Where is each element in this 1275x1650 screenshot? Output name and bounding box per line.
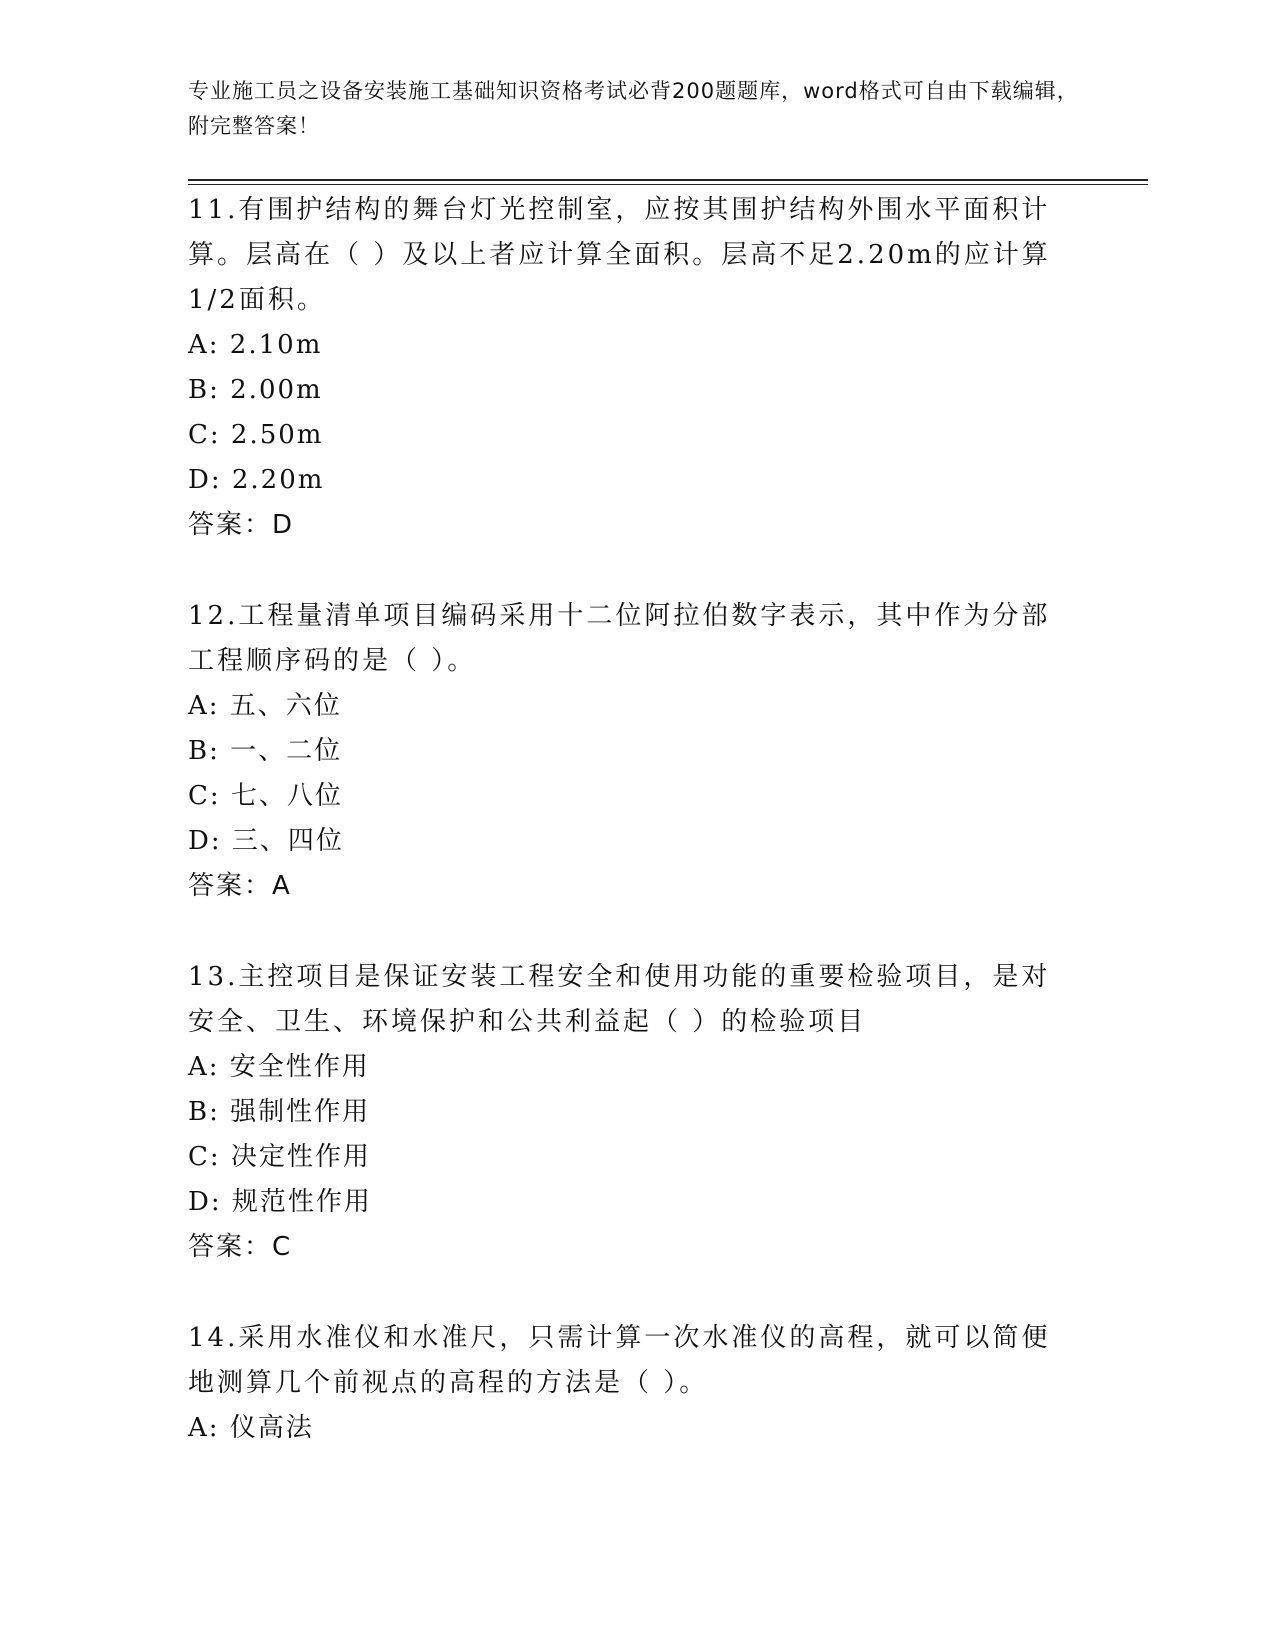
option-a: A: 安全性作用 [188,1052,370,1082]
question-12 [188,594,1148,909]
question-13 [188,955,1148,1270]
question-text: 14.采用水准仪和水准尺，只需计算一次水准仪的高程，就可以简便地测算几个前视点的高程的方法是（ ）。 [188,1323,1051,1398]
option-d: D: 2.20m [188,465,325,495]
header-rule-thin [188,184,1148,185]
question-list [188,188,1148,1451]
answer-line: 答案：D [188,510,295,540]
answer-line: 答案：A [188,871,292,901]
option-c: C: 决定性作用 [188,1142,371,1172]
question-text: 12.工程量清单项目编码采用十二位阿拉伯数字表示，其中作为分部工程顺序码的是（ ）。 [188,601,1051,676]
option-b: B: 一、二位 [188,736,343,766]
option-c: C: 七、八位 [188,781,343,811]
question-11 [188,188,1148,548]
option-d: D: 三、四位 [188,826,344,856]
option-b: B: 2.00m [188,375,323,405]
option-a: A: 仪高法 [188,1413,314,1443]
answer-line: 答案：C [188,1232,293,1262]
option-d: D: 规范性作用 [188,1187,372,1217]
question-text: 11.有围护结构的舞台灯光控制室，应按其围护结构外围水平面积计算。层高在（ ）及以上者应计算全面积。层高不足2.20m的应计算1/2面积。 [188,195,1051,315]
option-c: C: 2.50m [188,420,324,450]
header-rule-thick [188,179,1148,181]
question-text: 13.主控项目是保证安装工程安全和使用功能的重要检验项目，是对安全、卫生、环境保护和公共利益起（ ）的检验项目 [188,962,1051,1037]
option-a: A: 2.10m [188,330,323,360]
document-header: 专业施工员之设备安装施工基础知识资格考试必背200题题库，word格式可自由下载编辑，附完整答案！ [188,79,1079,138]
option-a: A: 五、六位 [188,691,342,721]
question-14 [188,1316,1148,1451]
option-b: B: 强制性作用 [188,1097,371,1127]
